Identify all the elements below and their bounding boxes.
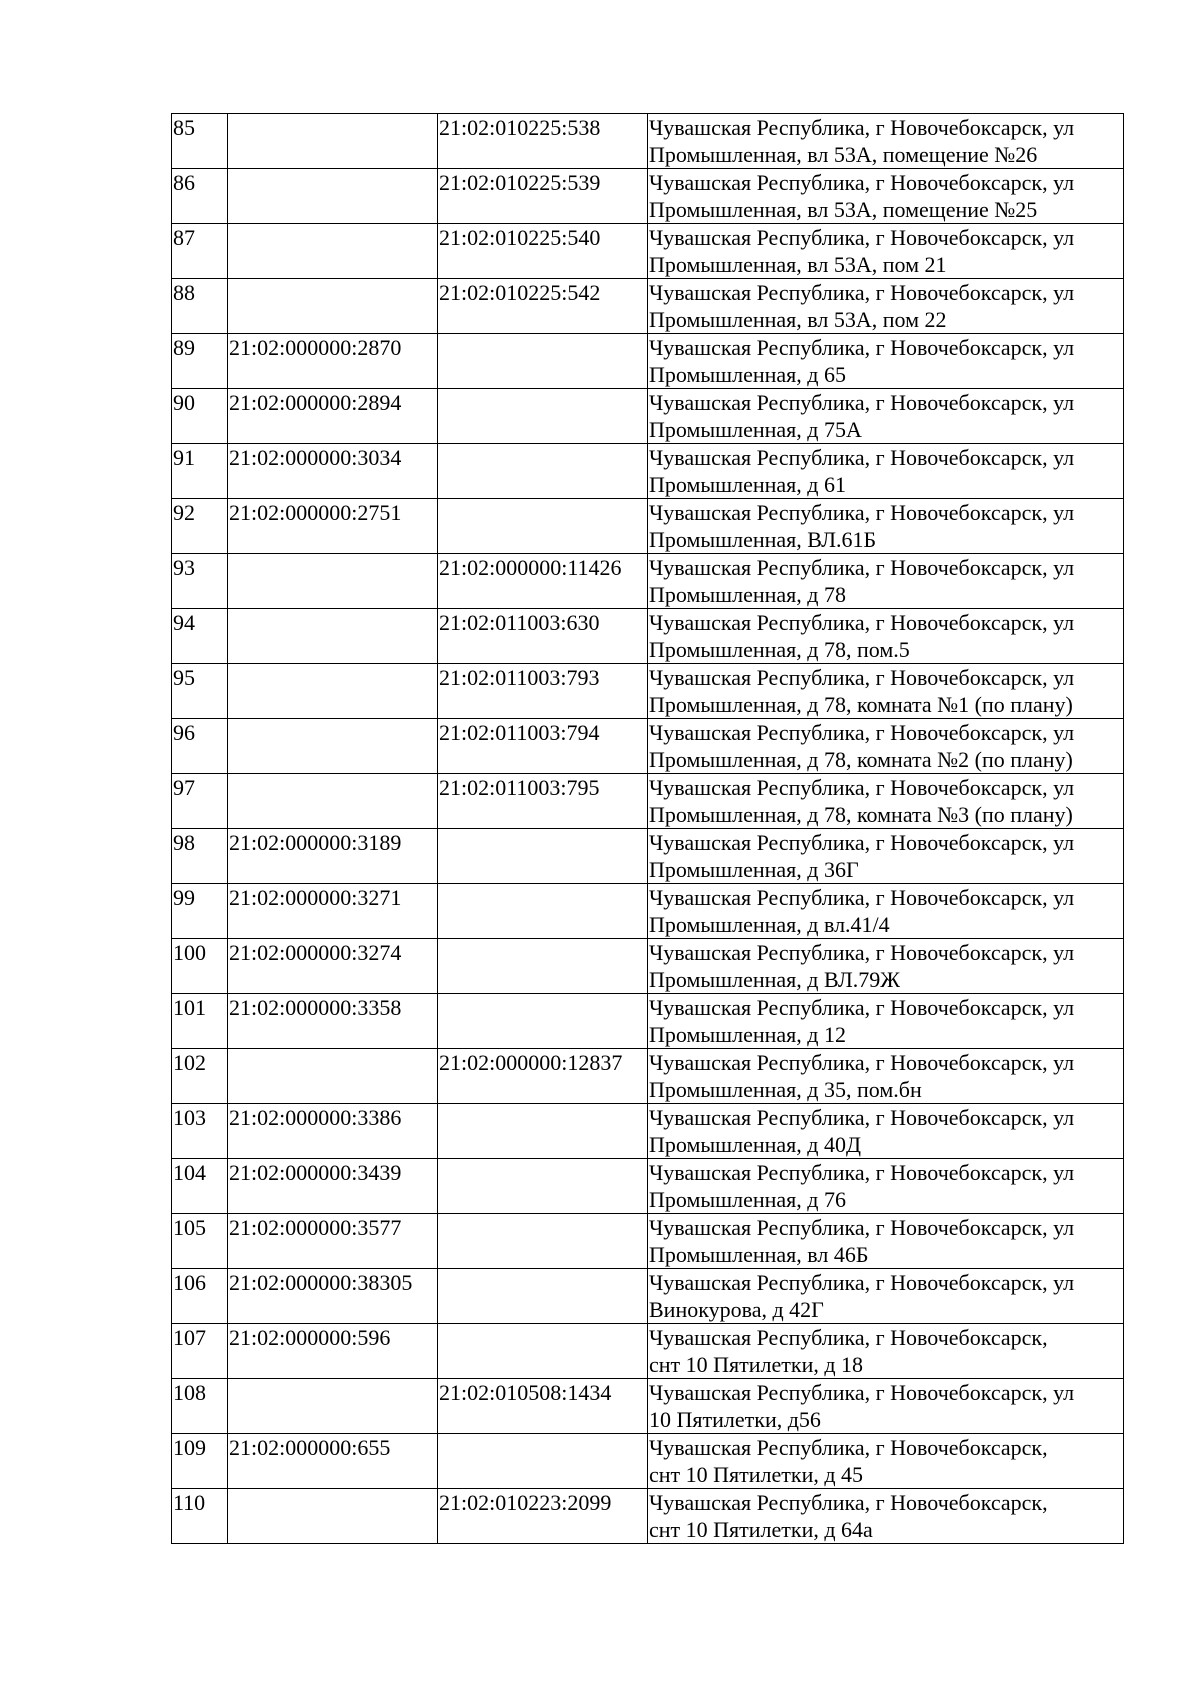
table-row — [172, 1324, 1124, 1379]
cadastral-number-alt-cell — [438, 1434, 648, 1489]
row-number-cell: 88 — [172, 279, 228, 334]
address-cell: Чувашская Республика, г Новочебоксарск, ул Промышленная, д 35, пом.бн — [648, 1049, 1124, 1104]
address-cell: Чувашская Республика, г Новочебоксарск, ул Промышленная, д ВЛ.79Ж — [648, 939, 1124, 994]
table-row — [172, 114, 1124, 169]
cadastral-number-alt-cell: 21:02:010225:538 — [438, 114, 648, 169]
row-number-cell: 110 — [172, 1489, 228, 1544]
address-cell: Чувашская Республика, г Новочебоксарск, снт 10 Пятилетки, д 18 — [648, 1324, 1124, 1379]
row-number-cell: 95 — [172, 664, 228, 719]
table-row — [172, 1104, 1124, 1159]
cadastral-number-alt-cell — [438, 1159, 648, 1214]
address-cell: Чувашская Республика, г Новочебоксарск, ул Промышленная, д 78 — [648, 554, 1124, 609]
cadastral-number-alt-cell: 21:02:010225:542 — [438, 279, 648, 334]
cadastral-number-alt-cell: 21:02:010225:540 — [438, 224, 648, 279]
row-number-cell: 96 — [172, 719, 228, 774]
row-number-cell: 106 — [172, 1269, 228, 1324]
cadastral-number-alt-cell: 21:02:010225:539 — [438, 169, 648, 224]
address-cell: Чувашская Республика, г Новочебоксарск, ул Промышленная, д 36Г — [648, 829, 1124, 884]
table-row — [172, 609, 1124, 664]
table-row — [172, 994, 1124, 1049]
cadastral-number-cell — [228, 664, 438, 719]
address-cell: Чувашская Республика, г Новочебоксарск, ул Промышленная, вл 53А, помещение №26 — [648, 114, 1124, 169]
row-number-cell: 100 — [172, 939, 228, 994]
address-cell: Чувашская Республика, г Новочебоксарск, ул Промышленная, д 65 — [648, 334, 1124, 389]
cadastral-number-cell: 21:02:000000:2894 — [228, 389, 438, 444]
table-row — [172, 499, 1124, 554]
table-row — [172, 884, 1124, 939]
cadastral-number-alt-cell — [438, 939, 648, 994]
cadastral-number-alt-cell: 21:02:011003:793 — [438, 664, 648, 719]
table-row — [172, 1379, 1124, 1434]
cadastral-number-cell: 21:02:000000:3189 — [228, 829, 438, 884]
address-cell: Чувашская Республика, г Новочебоксарск, ул 10 Пятилетки, д56 — [648, 1379, 1124, 1434]
table-row — [172, 444, 1124, 499]
row-number-cell: 105 — [172, 1214, 228, 1269]
address-cell: Чувашская Республика, г Новочебоксарск, ул Промышленная, д 78, пом.5 — [648, 609, 1124, 664]
row-number-cell: 89 — [172, 334, 228, 389]
cadastral-number-cell — [228, 169, 438, 224]
address-cell: Чувашская Республика, г Новочебоксарск, ул Промышленная, д вл.41/4 — [648, 884, 1124, 939]
cadastral-number-cell: 21:02:000000:3577 — [228, 1214, 438, 1269]
row-number-cell: 102 — [172, 1049, 228, 1104]
cadastral-number-alt-cell — [438, 1324, 648, 1379]
address-cell: Чувашская Республика, г Новочебоксарск, ул Промышленная, д 61 — [648, 444, 1124, 499]
row-number-cell: 93 — [172, 554, 228, 609]
row-number-cell: 94 — [172, 609, 228, 664]
cadastral-number-cell: 21:02:000000:655 — [228, 1434, 438, 1489]
cadastral-number-alt-cell — [438, 334, 648, 389]
table-row — [172, 664, 1124, 719]
row-number-cell: 107 — [172, 1324, 228, 1379]
cadastral-number-alt-cell — [438, 1269, 648, 1324]
cadastral-number-alt-cell — [438, 499, 648, 554]
cadastral-number-cell: 21:02:000000:3034 — [228, 444, 438, 499]
address-cell: Чувашская Республика, г Новочебоксарск, ул Промышленная, д 78, комната №3 (по плану) — [648, 774, 1124, 829]
row-number-cell: 92 — [172, 499, 228, 554]
cadastral-number-alt-cell — [438, 1104, 648, 1159]
address-cell: Чувашская Республика, г Новочебоксарск, ул Промышленная, д 78, комната №2 (по плану) — [648, 719, 1124, 774]
cadastral-number-alt-cell — [438, 389, 648, 444]
address-cell: Чувашская Республика, г Новочебоксарск, ул Промышленная, д 75А — [648, 389, 1124, 444]
table-row — [172, 719, 1124, 774]
cadastral-number-cell: 21:02:000000:3274 — [228, 939, 438, 994]
row-number-cell: 98 — [172, 829, 228, 884]
table-row — [172, 1489, 1124, 1544]
cadastral-number-alt-cell: 21:02:000000:12837 — [438, 1049, 648, 1104]
address-cell: Чувашская Республика, г Новочебоксарск, снт 10 Пятилетки, д 64а — [648, 1489, 1124, 1544]
table-row — [172, 169, 1124, 224]
cadastral-number-cell — [228, 554, 438, 609]
row-number-cell: 109 — [172, 1434, 228, 1489]
cadastral-number-cell — [228, 1489, 438, 1544]
registry-table-body — [172, 114, 1124, 1544]
cadastral-number-alt-cell: 21:02:010508:1434 — [438, 1379, 648, 1434]
table-row — [172, 1049, 1124, 1104]
cadastral-number-alt-cell — [438, 829, 648, 884]
row-number-cell: 97 — [172, 774, 228, 829]
cadastral-number-alt-cell: 21:02:011003:630 — [438, 609, 648, 664]
table-row — [172, 334, 1124, 389]
address-cell: Чувашская Республика, г Новочебоксарск, ул Промышленная, д 78, комната №1 (по плану) — [648, 664, 1124, 719]
row-number-cell: 87 — [172, 224, 228, 279]
address-cell: Чувашская Республика, г Новочебоксарск, ул Промышленная, вл 53А, пом 21 — [648, 224, 1124, 279]
cadastral-number-cell: 21:02:000000:38305 — [228, 1269, 438, 1324]
cadastral-number-cell — [228, 224, 438, 279]
cadastral-number-alt-cell — [438, 884, 648, 939]
cadastral-number-cell: 21:02:000000:596 — [228, 1324, 438, 1379]
table-row — [172, 224, 1124, 279]
address-cell: Чувашская Республика, г Новочебоксарск, снт 10 Пятилетки, д 45 — [648, 1434, 1124, 1489]
cadastral-number-cell: 21:02:000000:3386 — [228, 1104, 438, 1159]
row-number-cell: 99 — [172, 884, 228, 939]
address-cell: Чувашская Республика, г Новочебоксарск, ул Промышленная, вл 53А, помещение №25 — [648, 169, 1124, 224]
cadastral-number-alt-cell — [438, 994, 648, 1049]
cadastral-number-cell — [228, 279, 438, 334]
row-number-cell: 85 — [172, 114, 228, 169]
cadastral-number-alt-cell: 21:02:011003:795 — [438, 774, 648, 829]
registry-table — [171, 113, 1124, 1544]
table-row — [172, 829, 1124, 884]
cadastral-number-cell: 21:02:000000:2751 — [228, 499, 438, 554]
row-number-cell: 86 — [172, 169, 228, 224]
cadastral-number-cell — [228, 114, 438, 169]
table-row — [172, 1269, 1124, 1324]
cadastral-number-alt-cell: 21:02:010223:2099 — [438, 1489, 648, 1544]
cadastral-number-cell — [228, 774, 438, 829]
table-row — [172, 389, 1124, 444]
address-cell: Чувашская Республика, г Новочебоксарск, ул Промышленная, вл 46Б — [648, 1214, 1124, 1269]
table-row — [172, 279, 1124, 334]
cadastral-number-cell — [228, 1379, 438, 1434]
cadastral-number-cell: 21:02:000000:2870 — [228, 334, 438, 389]
row-number-cell: 91 — [172, 444, 228, 499]
table-row — [172, 774, 1124, 829]
cadastral-number-cell: 21:02:000000:3271 — [228, 884, 438, 939]
table-row — [172, 1434, 1124, 1489]
table-row — [172, 939, 1124, 994]
row-number-cell: 90 — [172, 389, 228, 444]
cadastral-number-cell — [228, 1049, 438, 1104]
address-cell: Чувашская Республика, г Новочебоксарск, ул Промышленная, ВЛ.61Б — [648, 499, 1124, 554]
table-row — [172, 554, 1124, 609]
cadastral-number-cell — [228, 609, 438, 664]
address-cell: Чувашская Республика, г Новочебоксарск, ул Промышленная, д 40Д — [648, 1104, 1124, 1159]
row-number-cell: 101 — [172, 994, 228, 1049]
row-number-cell: 108 — [172, 1379, 228, 1434]
cadastral-number-alt-cell: 21:02:000000:11426 — [438, 554, 648, 609]
address-cell: Чувашская Республика, г Новочебоксарск, ул Промышленная, д 76 — [648, 1159, 1124, 1214]
cadastral-number-cell: 21:02:000000:3358 — [228, 994, 438, 1049]
cadastral-number-cell — [228, 719, 438, 774]
table-row — [172, 1159, 1124, 1214]
address-cell: Чувашская Республика, г Новочебоксарск, ул Промышленная, вл 53А, пом 22 — [648, 279, 1124, 334]
cadastral-number-alt-cell — [438, 1214, 648, 1269]
row-number-cell: 104 — [172, 1159, 228, 1214]
address-cell: Чувашская Республика, г Новочебоксарск, ул Винокурова, д 42Г — [648, 1269, 1124, 1324]
table-row — [172, 1214, 1124, 1269]
cadastral-number-alt-cell — [438, 444, 648, 499]
row-number-cell: 103 — [172, 1104, 228, 1159]
address-cell: Чувашская Республика, г Новочебоксарск, ул Промышленная, д 12 — [648, 994, 1124, 1049]
cadastral-number-alt-cell: 21:02:011003:794 — [438, 719, 648, 774]
cadastral-number-cell: 21:02:000000:3439 — [228, 1159, 438, 1214]
